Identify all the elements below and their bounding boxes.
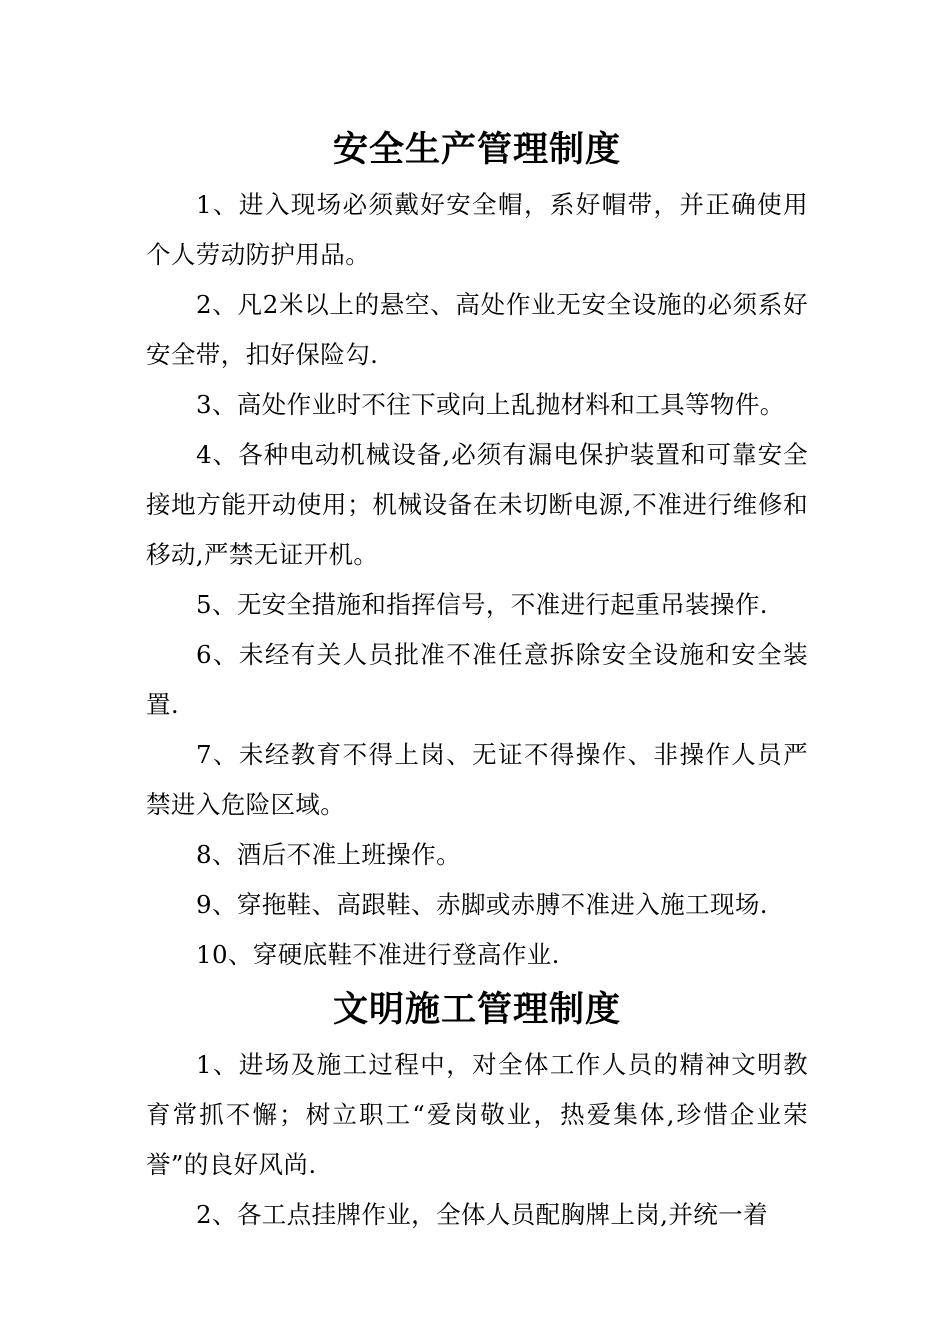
safety-rule-2: 2、凡2米以上的悬空、高处作业无安全设施的必须系好安全带，扣好保险勾. xyxy=(146,290,808,369)
civilized-rule-2: 2、各工点挂牌作业，全体人员配胸牌上岗,并统一着 xyxy=(196,1200,768,1229)
document-page xyxy=(146,120,808,1240)
safety-management-title: 安全生产管理制度 xyxy=(332,129,621,170)
safety-rule-10: 10、穿硬底鞋不准进行登高作业. xyxy=(196,940,560,969)
safety-rule-9: 9、穿拖鞋、高跟鞋、赤脚或赤膊不准进入施工现场. xyxy=(196,890,768,919)
safety-rule-5: 5、无安全措施和指挥信号，不准进行起重吊装操作. xyxy=(196,590,768,619)
safety-rule-6: 6、未经有关人员批准不准任意拆除安全设施和安全装置. xyxy=(146,640,808,719)
safety-rule-4: 4、各种电动机械设备,必须有漏电保护装置和可靠安全接地方能开动使用；机械设备在未切断电源,不准进行维修和移动,严禁无证开机。 xyxy=(146,440,808,569)
civilized-rule-1: 1、进场及施工过程中，对全体工作人员的精神文明教育常抓不懈；树立职工“爱岗敬业，热爱集体,珍惜企业荣誉”的良好风尚. xyxy=(146,1050,808,1179)
safety-rule-7: 7、未经教育不得上岗、无证不得操作、非操作人员严禁进入危险区域。 xyxy=(146,740,808,819)
civilized-construction-title: 文明施工管理制度 xyxy=(332,989,621,1030)
safety-rule-8: 8、酒后不准上班操作。 xyxy=(196,840,461,869)
safety-rule-3: 3、高处作业时不往下或向上乱抛材料和工具等物件。 xyxy=(196,390,785,419)
safety-rule-1: 1、进入现场必须戴好安全帽，系好帽带，并正确使用个人劳动防护用品。 xyxy=(146,190,808,269)
